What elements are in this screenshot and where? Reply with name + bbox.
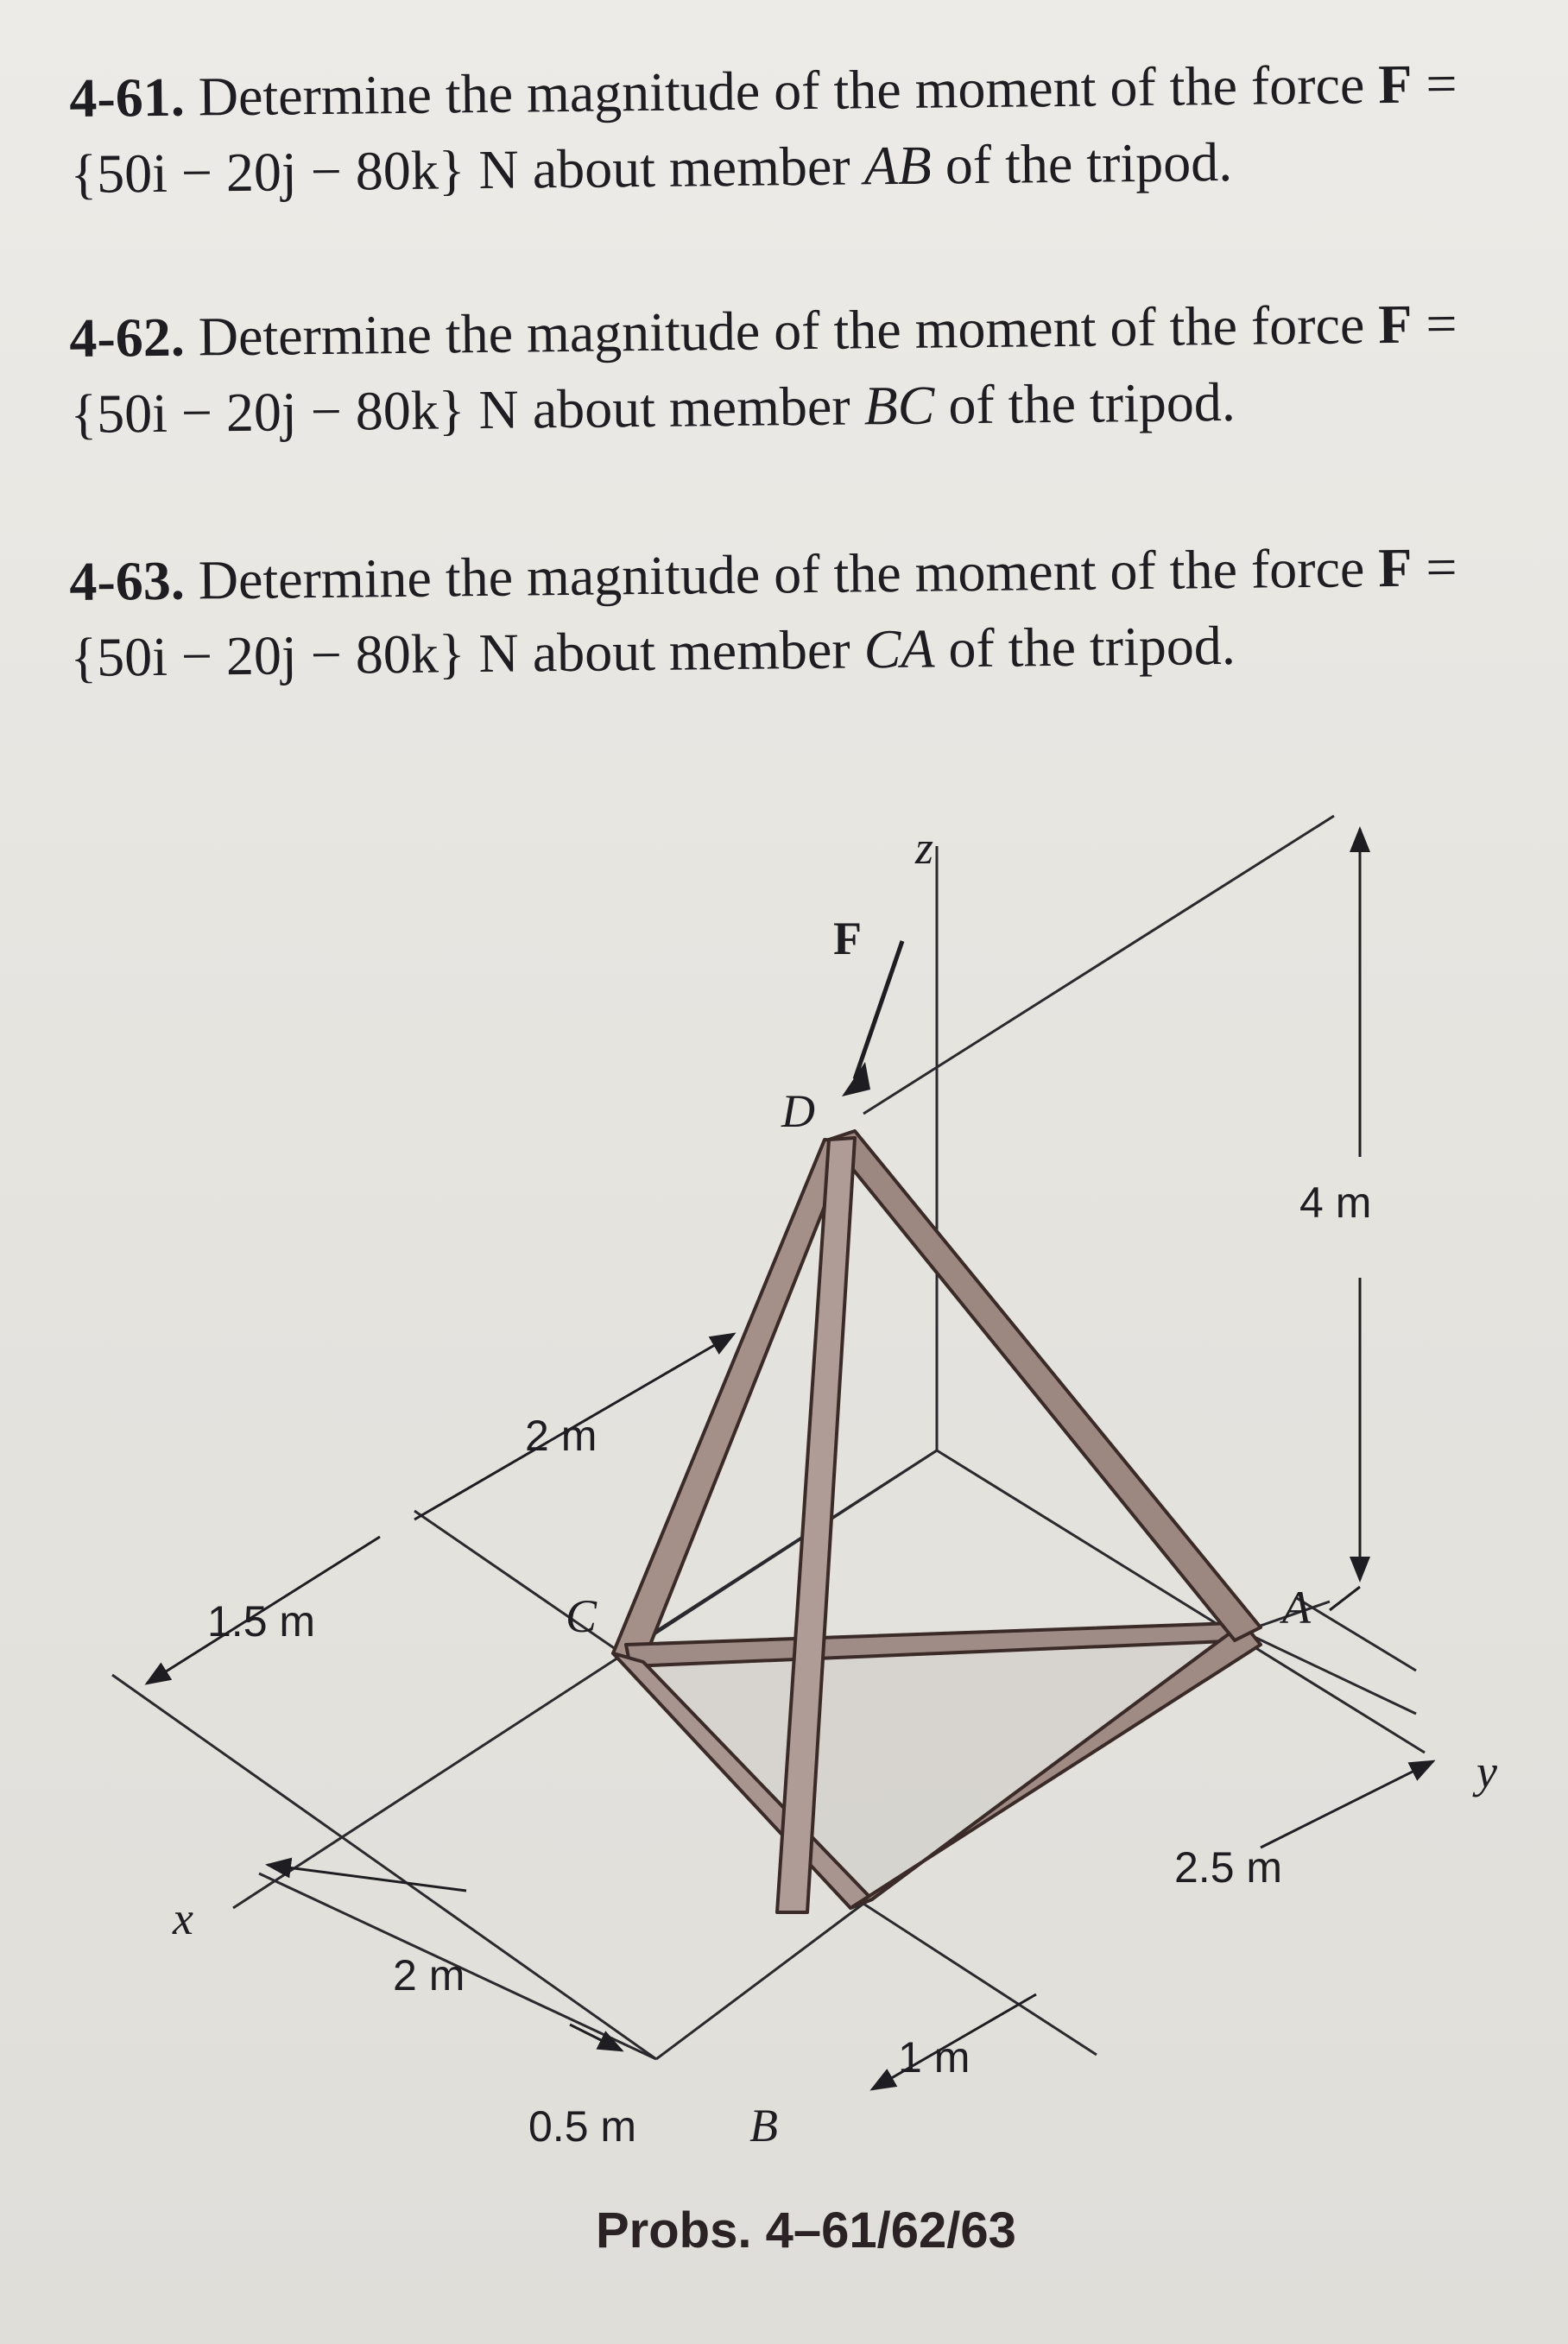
dim-4m-label: 4 m <box>1299 1178 1372 1227</box>
force-symbol: F <box>1377 53 1413 116</box>
b-ext-left <box>656 1904 863 2059</box>
force-arrow-head <box>842 1062 870 1096</box>
force-value: = {50i − 20j − 80k} N about member <box>70 53 1457 205</box>
force-label: F <box>833 913 862 964</box>
dim-4m-tick <box>1330 1587 1360 1610</box>
force-value: = {50i − 20j − 80k} N about member <box>70 293 1457 445</box>
problem-text-post: of the tripod. <box>931 130 1233 196</box>
point-b-label: B <box>749 2100 778 2151</box>
dim-2m-c-label: 2 m <box>525 1412 597 1460</box>
height-ref-line <box>863 816 1334 1114</box>
problem-number: 4-62. <box>69 306 186 369</box>
problem-text-post: of the tripod. <box>934 370 1236 436</box>
point-a-label: A <box>1282 1582 1311 1633</box>
force-symbol: F <box>1377 293 1413 356</box>
problem-text-pre: Determine the magnitude of the moment of the force <box>198 54 1379 128</box>
dim-2-5m-label: 2.5 m <box>1174 1843 1283 1892</box>
force-value: = {50i − 20j − 80k} N about member <box>70 536 1457 688</box>
member-name: CA <box>863 617 935 680</box>
problem-number: 4-63. <box>69 549 186 612</box>
problem-text-pre: Determine the magnitude of the moment of the force <box>198 537 1379 611</box>
point-d-label: D <box>781 1085 815 1137</box>
y-axis-label: y <box>1476 1746 1497 1797</box>
member-da <box>829 1131 1261 1640</box>
dim-0-5m-label: 0.5 m <box>528 2102 637 2151</box>
dim-2-5m <box>1261 1761 1433 1848</box>
dim-2m-x-label: 2 m <box>393 1951 465 2000</box>
problem-number: 4-61. <box>69 66 186 129</box>
z-axis-label: z <box>915 822 934 874</box>
dim-1m-label: 1 m <box>898 2033 971 2082</box>
point-c-label: C <box>566 1590 597 1642</box>
member-name: BC <box>863 374 935 437</box>
force-symbol: F <box>1377 536 1413 599</box>
figure-caption: Probs. 4–61/62/63 <box>596 2202 1016 2259</box>
x-dimension-line <box>112 1675 656 2059</box>
problem-text-post: of the tripod. <box>934 614 1236 679</box>
dim-1-5m-label: 1.5 m <box>207 1597 316 1646</box>
force-arrow-shaft <box>855 941 902 1079</box>
a-dim-tick <box>1295 1597 1416 1671</box>
a-ext-lower <box>1243 1632 1416 1714</box>
member-name: AB <box>863 134 933 197</box>
dim-2m-x <box>268 1865 466 1891</box>
b-ext-right <box>863 1904 1097 2055</box>
ground-shadow <box>622 1632 1243 1904</box>
x-axis-label: x <box>173 1892 193 1944</box>
problem-text-pre: Determine the magnitude of the moment of the force <box>198 294 1379 368</box>
